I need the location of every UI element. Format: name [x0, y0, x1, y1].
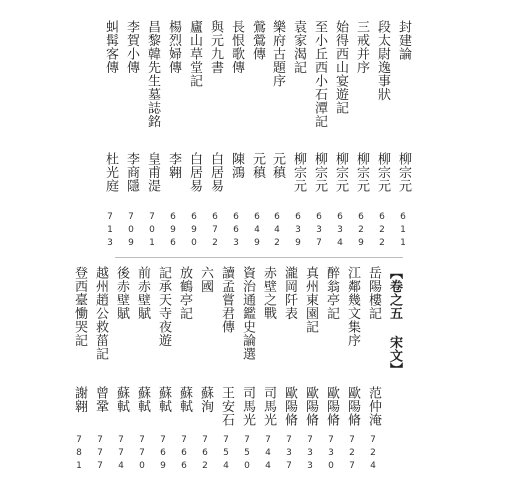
toc-entry[interactable]: [154, 0, 172, 500]
entry-page-number: 696: [168, 212, 178, 251]
entry-page-number: 781: [74, 435, 84, 474]
entry-title: 至小丘西小石潭記: [312, 20, 327, 128]
entry-page-number: 672: [210, 212, 220, 251]
entry-author: 司馬光: [261, 386, 276, 427]
toc-entry[interactable]: [112, 0, 130, 500]
entry-page-number: 724: [368, 435, 378, 474]
entry-title: 江鄰幾文集序: [345, 266, 360, 347]
entry-author: 蘇軾: [156, 386, 171, 413]
entry-page-number: 774: [116, 435, 126, 474]
toc-entry[interactable]: [259, 0, 277, 500]
entry-author: 歐陽脩: [282, 386, 297, 427]
entry-page-number: 663: [231, 212, 241, 251]
entry-title: 與元九書: [208, 20, 223, 74]
entry-title: 越州趙公救菑記: [93, 266, 108, 361]
toc-entry[interactable]: [394, 0, 412, 500]
entry-title: 記承天寺夜遊: [156, 266, 171, 347]
entry-page-number: 750: [242, 435, 252, 474]
entry-title: 樂府古題序: [270, 20, 285, 88]
entry-page-number: 730: [326, 435, 336, 474]
entry-page-number: 777: [95, 435, 105, 474]
entry-page-number: 634: [335, 212, 345, 251]
entry-author: 柳宗元: [333, 152, 348, 193]
entry-title: 鶯鶯傳: [250, 20, 265, 61]
entry-author: 歐陽脩: [303, 386, 318, 427]
entry-author: 謝翱: [72, 386, 87, 413]
entry-page-number: 744: [263, 435, 273, 474]
entry-page-number: 637: [314, 212, 324, 251]
entry-author: 蘇軾: [135, 386, 150, 413]
toc-entry[interactable]: [91, 0, 109, 500]
entry-page-number: 649: [252, 212, 262, 251]
toc-entry[interactable]: [175, 0, 193, 500]
entry-page-number: 737: [284, 435, 294, 474]
entry-title: 登西臺慟哭記: [72, 266, 87, 347]
entry-title: 醉翁亭記: [324, 266, 339, 320]
toc-entry[interactable]: [322, 0, 340, 500]
entry-page-number: 754: [221, 435, 231, 474]
entry-page-number: 727: [347, 435, 357, 474]
entry-title: 虯髯客傳: [103, 20, 118, 74]
entry-author: 白居易: [187, 152, 202, 193]
entry-author: 陳鴻: [229, 152, 244, 179]
entry-title: 前赤壁賦: [135, 266, 150, 320]
entry-page-number: 639: [293, 212, 303, 251]
entry-page-number: 701: [147, 212, 157, 251]
entry-author: 歐陽脩: [324, 386, 339, 427]
entry-author: 柳宗元: [354, 152, 369, 193]
entry-title: 李賀小傳: [124, 20, 139, 74]
entry-page-number: 629: [356, 212, 366, 251]
entry-author: 李商隱: [124, 152, 139, 193]
toc-entry[interactable]: [217, 0, 235, 500]
entry-author: 柳宗元: [396, 152, 411, 193]
entry-author: 李翱: [166, 152, 181, 179]
entry-title: 資治通鑑史論選: [240, 266, 255, 361]
entry-author: 柳宗元: [291, 152, 306, 193]
entry-author: 皇甫湜: [145, 152, 160, 193]
volume-heading: 【卷之五 宋文】: [387, 266, 402, 376]
entry-author: 元稹: [250, 152, 265, 179]
entry-title: 真州東園記: [303, 266, 318, 334]
entry-author: 王安石: [219, 386, 234, 427]
entry-author: 司馬光: [240, 386, 255, 427]
entry-page-number: 642: [272, 212, 282, 251]
toc-entry[interactable]: [301, 0, 319, 500]
entry-title: 段太尉逸事狀: [375, 20, 390, 101]
entry-author: 蘇軾: [114, 386, 129, 413]
entry-title: 放鶴亭記: [177, 266, 192, 320]
entry-author: 蘇洵: [198, 386, 213, 413]
entry-title: 楊烈婦傳: [166, 20, 181, 74]
entry-title: 後赤壁賦: [114, 266, 129, 320]
toc-entry[interactable]: [280, 0, 298, 500]
entry-page-number: 611: [398, 212, 408, 251]
entry-page-number: 713: [105, 212, 115, 251]
entry-author: 蘇軾: [177, 386, 192, 413]
entry-title: 瀧岡阡表: [282, 266, 297, 320]
entry-page-number: 766: [179, 435, 189, 474]
toc-entry[interactable]: [364, 0, 382, 500]
entry-title: 昌黎韓先生墓誌銘: [145, 20, 160, 128]
entry-page-number: 709: [126, 212, 136, 251]
entry-title: 赤壁之戰: [261, 266, 276, 320]
entry-author: 杜光庭: [103, 152, 118, 193]
entry-author: 柳宗元: [375, 152, 390, 193]
entry-title: 封建論: [396, 20, 411, 61]
entry-title: 六國: [198, 266, 213, 293]
entry-title: 長恨歌傳: [229, 20, 244, 74]
entry-page-number: 733: [305, 435, 315, 474]
toc-entry[interactable]: [238, 0, 256, 500]
entry-page-number: 690: [189, 212, 199, 251]
entry-author: 歐陽脩: [345, 386, 360, 427]
toc-entry[interactable]: [343, 0, 361, 500]
entry-title: 三戒并序: [354, 20, 369, 74]
entry-title: 岳陽樓記: [366, 266, 381, 320]
entry-author: 曾鞏: [93, 386, 108, 413]
entry-author: 范仲淹: [366, 386, 381, 427]
toc-entry[interactable]: [196, 0, 214, 500]
entry-title: 廬山草堂記: [187, 20, 202, 88]
entry-title: 讀孟嘗君傳: [219, 266, 234, 334]
entry-author: 元稹: [270, 152, 285, 179]
entry-title: 袁家渴記: [291, 20, 306, 74]
entry-page-number: 770: [137, 435, 147, 474]
entry-page-number: 762: [200, 435, 210, 474]
entry-title: 始得西山宴遊記: [333, 20, 348, 115]
toc-entry[interactable]: [133, 0, 151, 500]
toc-entry[interactable]: [70, 0, 88, 500]
entry-page-number: 622: [377, 212, 387, 251]
entry-page-number: 769: [158, 435, 168, 474]
entry-author: 柳宗元: [312, 152, 327, 193]
entry-author: 白居易: [208, 152, 223, 193]
